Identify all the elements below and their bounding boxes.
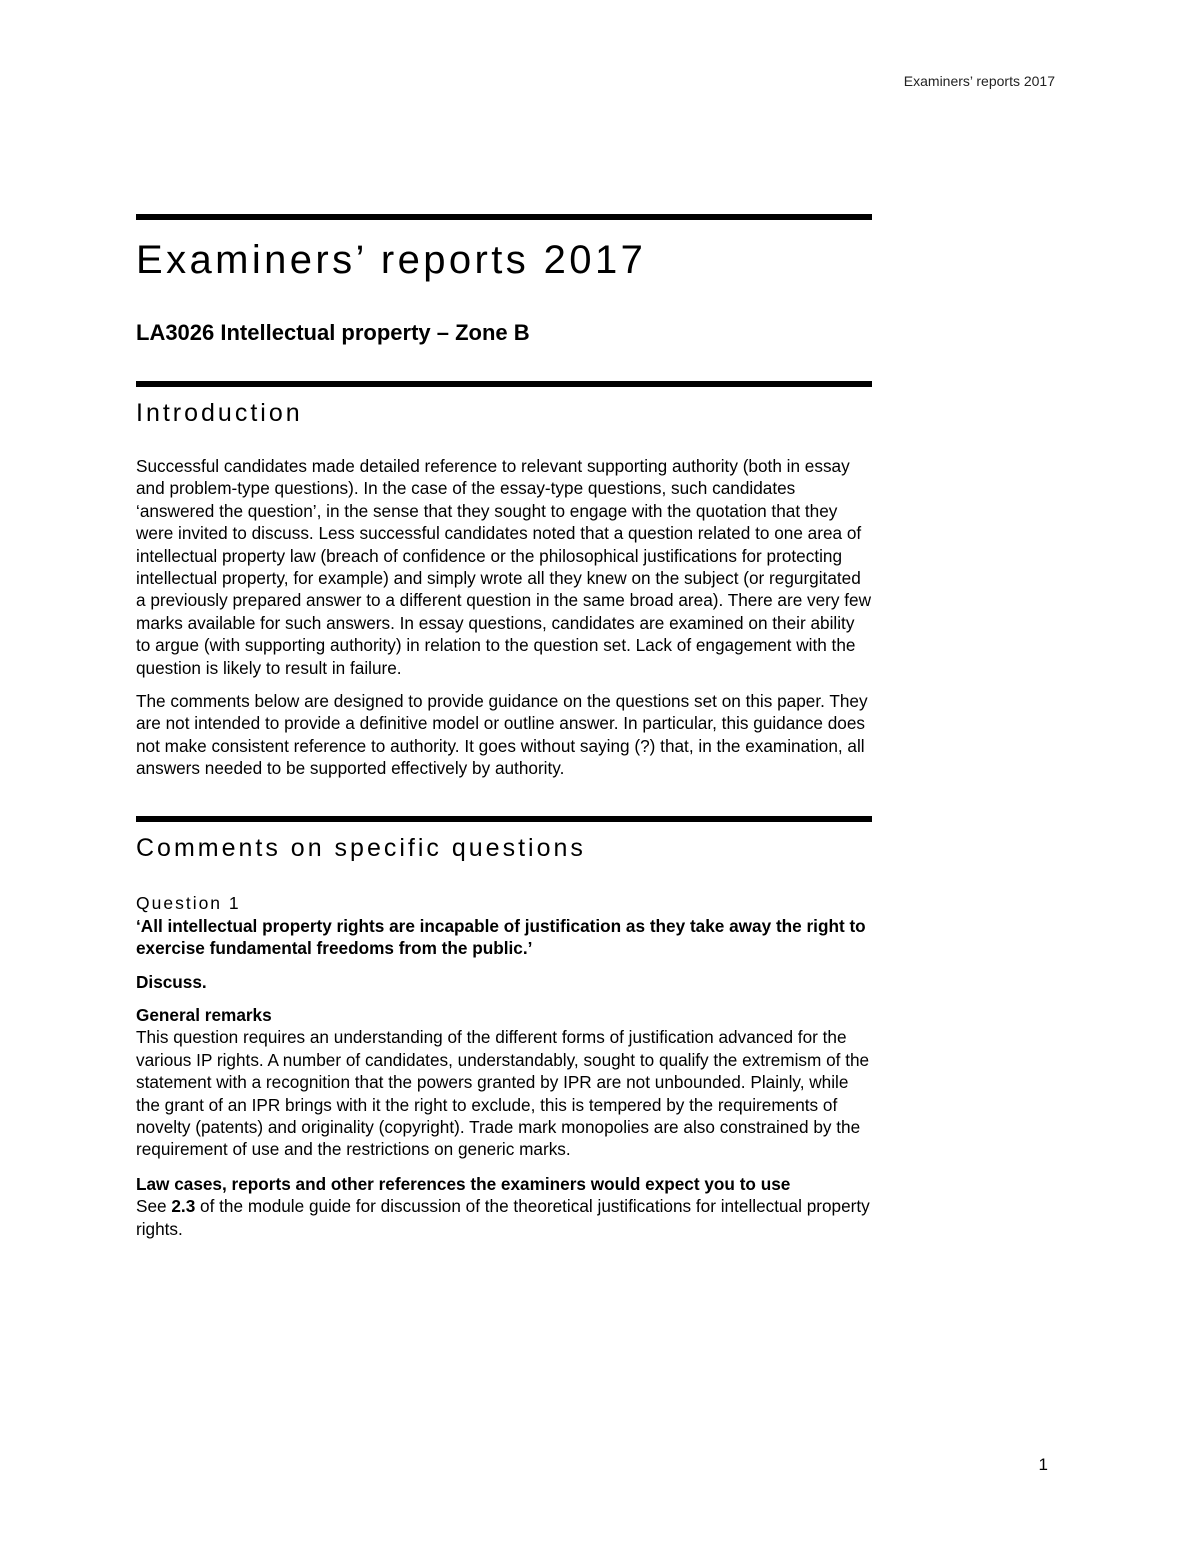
- comments-rule: [136, 816, 872, 822]
- general-remarks-text: This question requires an understanding of the different forms of justification advanced for the various IP rights. A number of candidates, understandably, sought to qualify the extremism of the statement with a recognition that the powers granted by IPR are not unbounded. Plainly, while the grant of an IPR brings with it the right to exclude, this is tempered by the requirements of novelty (patents) and originality (copyright). Trade mark monopolies are also constrained by the requirement of use and the restrictions on generic marks.: [136, 1027, 870, 1160]
- title-top-rule: [136, 214, 872, 220]
- course-title: LA3026 Intellectual property – Zone B: [136, 320, 530, 345]
- references-text-pre: See: [136, 1196, 172, 1217]
- page-content: [136, 214, 872, 1240]
- general-remarks-heading: General remarks: [136, 1004, 272, 1025]
- introduction-heading: Introduction: [136, 399, 303, 427]
- page-number: 1: [1038, 1455, 1048, 1474]
- question-1-instruction: Discuss.: [136, 971, 207, 992]
- document-title: Examiners’ reports 2017: [136, 238, 647, 282]
- references-heading: Law cases, reports and other references the examiners would expect you to use: [136, 1173, 791, 1194]
- running-header: Examiners’ reports 2017: [903, 73, 1055, 89]
- question-1-text: ‘All intellectual property rights are incapable of justification as they take away the right to exercise fundamental freedoms from the public.’: [136, 915, 866, 959]
- introduction-paragraph-1: Successful candidates made detailed reference to relevant supporting authority (both in essay and problem-type questions). In the case of the essay-type questions, such candidates ‘answered the question’, in the sense that they sought to engage with the quotation that they were invited to discuss. Less successful candidates noted that a question related to one area of intellectual property law (breach of confidence or the philosophical justifications for protecting intellectual property, for example) and simply wrote all they knew on the subject (or regurgitated a previously prepared answer to a different question in the same broad area). There are very few marks available for such answers. In essay questions, candidates are examined on their ability to argue (with supporting authority) in relation to the question set. Lack of engagement with the question is likely to result in failure.: [136, 456, 872, 678]
- references-section-number: 2.3: [171, 1196, 196, 1217]
- references-text: [136, 1195, 872, 1240]
- introduction-rule: [136, 381, 872, 387]
- question-1-label: Question 1: [136, 892, 241, 913]
- references-text-post: of the module guide for discussion of the theoretical justifications for intellectual property rights.: [136, 1196, 870, 1239]
- introduction-paragraph-2: The comments below are designed to provide guidance on the questions set on this paper. They are not intended to provide a definitive model or outline answer. In particular, this guidance does not make consistent reference to authority. It goes without saying (?) that, in the examination, all answers needed to be supported effectively by authority.: [136, 691, 868, 779]
- comments-heading: Comments on specific questions: [136, 833, 586, 862]
